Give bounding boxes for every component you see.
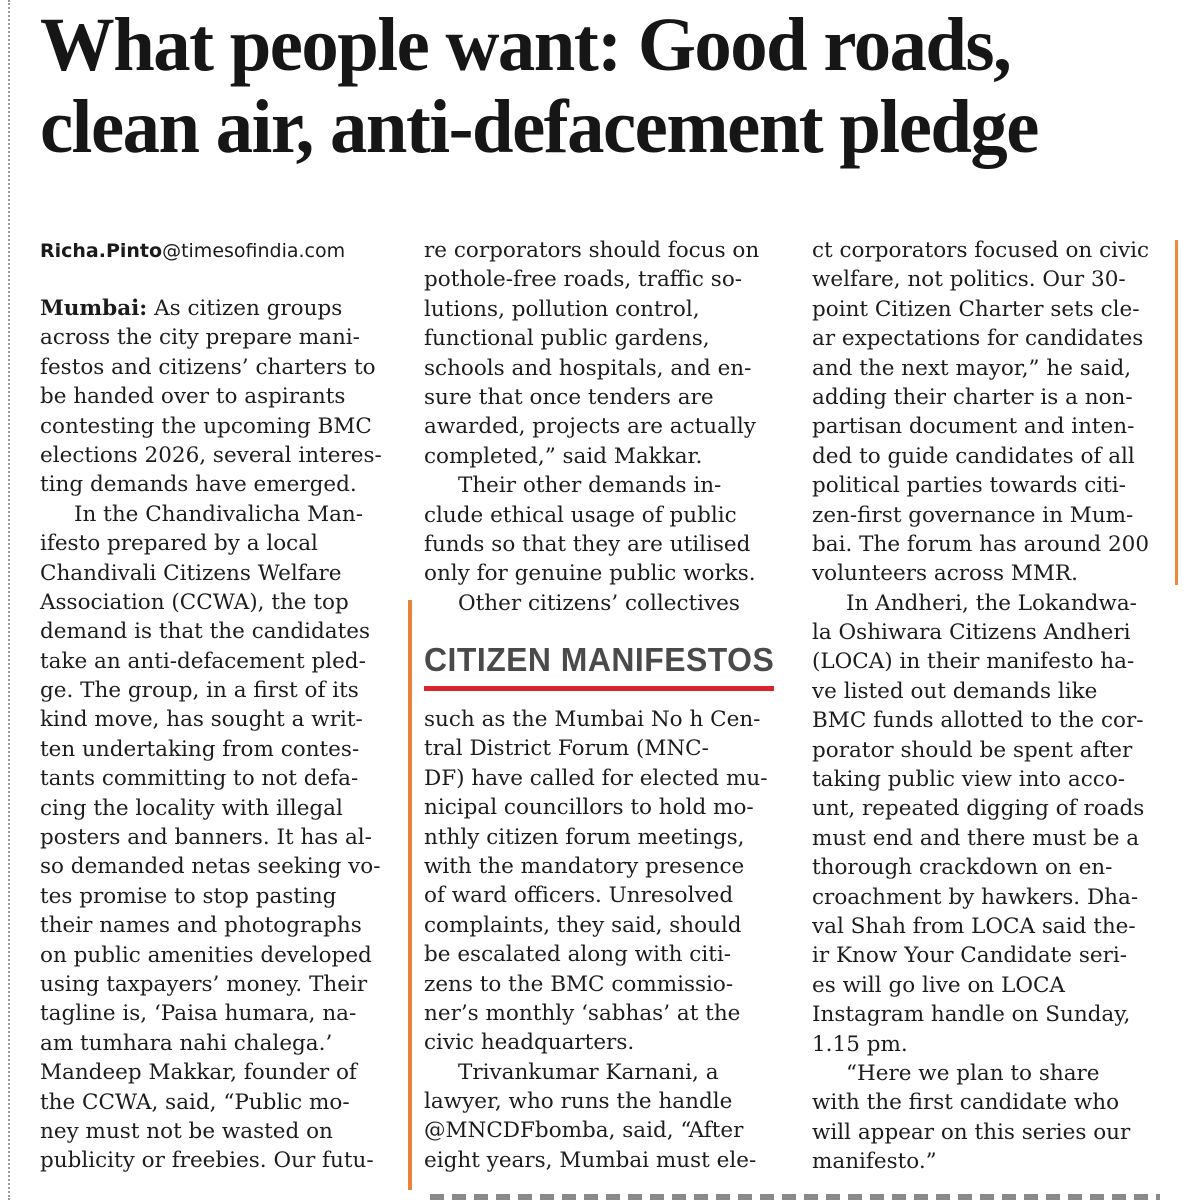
text-line [424, 236, 774, 265]
text-line [40, 353, 388, 382]
text-line [424, 999, 774, 1028]
text-line [812, 618, 1162, 647]
text-line [424, 1028, 774, 1057]
text-line [424, 501, 774, 530]
text-line [40, 999, 388, 1028]
text-line-content: manifesto.” [812, 1149, 937, 1175]
text-line-content: functional public gardens, [424, 326, 710, 352]
text-line [40, 470, 388, 499]
text-line [424, 823, 774, 852]
text-line-content: @MNCDFbomba, said, “After [424, 1118, 744, 1144]
section-red-rule [424, 686, 774, 691]
text-line-content: ded to guide candidates of all [812, 443, 1135, 469]
text-line-content: with the mandatory presence [424, 853, 745, 879]
text-line [424, 471, 774, 500]
text-line-content: their names and photographs [40, 913, 362, 939]
text-line-content: ner’s monthly ‘sabhas’ at the [424, 1000, 741, 1026]
text-line [40, 559, 388, 588]
text-line [424, 412, 774, 441]
text-line [424, 940, 774, 969]
text-line-content: val Shah from LOCA said the- [812, 913, 1136, 939]
text-line-content: (LOCA) in their manifesto ha- [812, 649, 1135, 675]
text-line [812, 471, 1162, 500]
text-line [812, 501, 1162, 530]
text-line-content: kind move, has sought a writ- [40, 707, 363, 733]
text-line [424, 911, 774, 940]
text-line-content: posters and banners. It has al- [40, 825, 372, 851]
text-line [40, 882, 388, 911]
text-line-content: In Andheri, the Lokandwa- [846, 590, 1137, 616]
text-line-content: so demanded netas seeking vo- [40, 854, 381, 880]
text-line-content: civic headquarters. [424, 1030, 635, 1056]
text-line-content: political parties towards citi- [812, 473, 1126, 499]
text-line-content: with the first candidate who [812, 1090, 1120, 1116]
text-line-content: and the next mayor,” he said, [812, 355, 1132, 381]
text-line-content: DF) have called for elected mu- [424, 765, 768, 791]
text-line [812, 412, 1162, 441]
text-line-content: Association (CCWA), the top [40, 589, 349, 615]
text-line-content: funds so that they are utilised [424, 531, 751, 557]
text-line [424, 764, 774, 793]
text-line-content: across the city prepare mani- [40, 325, 360, 351]
text-line [424, 383, 774, 412]
text-line [40, 588, 388, 617]
text-line-content: Instagram handle on Sunday, [812, 1002, 1131, 1028]
text-line-content: Mandeep Makkar, founder of [40, 1060, 357, 1086]
text-line [812, 736, 1162, 765]
text-line [40, 1117, 388, 1146]
text-line-content: porator should be spent after [812, 737, 1133, 763]
text-line-content: volunteers across MMR. [812, 561, 1078, 587]
text-line-content: on public amenities developed [40, 942, 372, 968]
text-line [812, 559, 1162, 588]
text-line [40, 823, 388, 852]
text-line-content: ar expectations for candidates [812, 326, 1144, 352]
text-line-content: unt, repeated digging of roads [812, 796, 1145, 822]
text-line [40, 441, 388, 470]
text-line-content: ge. The group, in a first of its [40, 678, 359, 704]
text-line-content: zens to the BMC commissio- [424, 971, 734, 997]
text-line [424, 970, 774, 999]
text-line [424, 881, 774, 910]
text-line-content: thorough crackdown on en- [812, 855, 1113, 881]
text-line-content: festos and citizens’ charters to [40, 354, 376, 380]
orange-highlight-mark [408, 600, 412, 1190]
text-line [812, 1000, 1162, 1029]
text-line-content: 1.15 pm. [812, 1031, 908, 1057]
text-line-content: re corporators should focus on [424, 238, 760, 263]
text-line-content: take an anti-defacement pled- [40, 648, 366, 674]
text-line [812, 853, 1162, 882]
headline [40, 4, 1160, 168]
text-line-content: awarded, projects are actually [424, 414, 756, 440]
text-line-content: ting demands have emerged. [40, 472, 357, 498]
section-box-title [424, 640, 776, 680]
section-box-title-text: CITIZEN MANIFESTOS [424, 641, 775, 678]
text-line-content: taking public view into acco- [812, 767, 1126, 793]
text-line [40, 294, 388, 323]
orange-highlight-mark-right [1175, 240, 1178, 585]
text-line [812, 1088, 1162, 1117]
text-line-content: Their other demands in- [458, 473, 722, 499]
text-line-content: the CCWA, said, “Public mo- [40, 1089, 350, 1115]
text-line [424, 705, 774, 734]
text-line [424, 852, 774, 881]
text-line [40, 941, 388, 970]
text-line-content: pothole-free roads, traffic so- [424, 267, 743, 293]
text-line [424, 1087, 774, 1116]
text-line-content: croachment by hawkers. Dha- [812, 884, 1139, 910]
text-line-content: using taxpayers’ money. Their [40, 971, 368, 997]
text-line [812, 824, 1162, 853]
text-line [424, 324, 774, 353]
text-line [40, 500, 388, 529]
dateline: Mumbai: [40, 296, 148, 321]
text-line-content: nthly citizen forum meetings, [424, 824, 745, 850]
text-line [812, 295, 1162, 324]
text-line-rest: As citizen groups [147, 296, 343, 321]
byline-domain: @timesofindia.com [162, 240, 346, 262]
text-line-content: be handed over to aspirants [40, 384, 346, 410]
article-column-3 [812, 236, 1162, 1177]
text-line [812, 912, 1162, 941]
article-column-2-top [424, 236, 774, 618]
text-line-content: ve listed out demands like [812, 678, 1098, 704]
text-line [812, 324, 1162, 353]
text-line-content: nicipal councillors to hold mo- [424, 795, 754, 821]
text-line [424, 354, 774, 383]
text-line [40, 676, 388, 705]
text-line-content: complaints, they said, should [424, 912, 742, 938]
byline [40, 238, 400, 264]
cut-off-next-line [430, 1186, 1160, 1200]
text-line [812, 941, 1162, 970]
text-line-content: “Here we plan to share [846, 1060, 1100, 1086]
text-line [812, 794, 1162, 823]
text-line [812, 1118, 1162, 1147]
text-line [812, 589, 1162, 618]
text-line-content: adding their charter is a non- [812, 384, 1133, 410]
text-line [40, 617, 388, 646]
text-line [424, 265, 774, 294]
text-line [40, 705, 388, 734]
text-line-content: point Citizen Charter sets cle- [812, 296, 1140, 322]
text-line-content: demand is that the candidates [40, 619, 371, 645]
text-line [40, 1146, 388, 1175]
text-line-content: Trivankumar Karnani, a [458, 1059, 719, 1085]
text-line-content: bai. The forum has around 200 [812, 531, 1150, 557]
text-line-content: clude ethical usage of public [424, 502, 737, 528]
article-column-1 [40, 294, 388, 1176]
text-line-content: welfare, not politics. Our 30- [812, 267, 1126, 293]
text-line [40, 852, 388, 881]
text-line [40, 735, 388, 764]
text-line-content: am tumhara nahi chalega.’ [40, 1030, 333, 1056]
text-line [40, 1058, 388, 1087]
text-line [40, 970, 388, 999]
text-line [812, 647, 1162, 676]
text-line-content: elections 2026, several interes- [40, 442, 382, 468]
text-line-content: tants committing to not defa- [40, 766, 359, 792]
text-line-content: tes promise to stop pasting [40, 883, 337, 909]
text-line [40, 1029, 388, 1058]
text-line-content: such as the Mumbai No h Cen- [424, 707, 761, 732]
text-line [424, 1058, 774, 1087]
text-line [40, 1088, 388, 1117]
text-line-content: partisan document and inten- [812, 414, 1135, 440]
text-line [424, 442, 774, 471]
text-line [40, 764, 388, 793]
text-line [424, 530, 774, 559]
text-line-content: will appear on this series our [812, 1119, 1131, 1145]
text-line [812, 530, 1162, 559]
text-line-content: Chandivali Citizens Welfare [40, 560, 342, 586]
text-line-content: ney must not be wasted on [40, 1118, 333, 1144]
text-line-content: must end and there must be a [812, 825, 1140, 851]
text-line [812, 971, 1162, 1000]
byline-name: Richa.Pinto [40, 240, 163, 262]
headline-line-2: clean air, anti-defacement pledge [40, 85, 1038, 169]
text-line [40, 382, 388, 411]
text-line [812, 1059, 1162, 1088]
text-line [812, 677, 1162, 706]
text-line [812, 883, 1162, 912]
text-line-content: In the Chandivalicha Man- [74, 501, 364, 527]
text-line [812, 383, 1162, 412]
text-line-content: sure that once tenders are [424, 384, 714, 410]
text-line-content: ct corporators focused on civic [812, 238, 1150, 263]
text-line [40, 647, 388, 676]
text-line-content: publicity or freebies. Our futu- [40, 1148, 374, 1174]
text-line [812, 765, 1162, 794]
text-line-content: tagline is, ‘Paisa humara, na- [40, 1001, 357, 1027]
text-line [40, 911, 388, 940]
text-line-content: be escalated along with citi- [424, 942, 731, 968]
text-line [812, 442, 1162, 471]
text-line [812, 1030, 1162, 1059]
text-line-content: zen-first governance in Mum- [812, 502, 1134, 528]
text-line [424, 589, 774, 618]
text-line-content: cing the locality with illegal [40, 795, 343, 821]
text-line [424, 793, 774, 822]
article-column-2-bottom [424, 705, 774, 1175]
text-line-content: ir Know Your Candidate seri- [812, 943, 1128, 969]
text-line [424, 1146, 774, 1175]
text-line [40, 529, 388, 558]
text-line-content: eight years, Mumbai must ele- [424, 1147, 757, 1173]
text-line-content: lawyer, who runs the handle [424, 1089, 733, 1115]
text-line-content: only for genuine public works. [424, 561, 756, 587]
text-line [812, 706, 1162, 735]
text-line-content: lutions, pollution control, [424, 296, 700, 322]
headline-line-1: What people want: Good roads, [40, 3, 1011, 87]
text-line [424, 295, 774, 324]
text-line-content: of ward officers. Unresolved [424, 883, 734, 909]
text-line-content: tral District Forum (MNC- [424, 736, 709, 762]
text-line [40, 412, 388, 441]
text-line-content: la Oshiwara Citizens Andheri [812, 620, 1131, 646]
text-line-content: BMC funds allotted to the cor- [812, 708, 1144, 734]
text-line [424, 1116, 774, 1145]
text-line [812, 354, 1162, 383]
text-line-content: es will go live on LOCA [812, 972, 1065, 998]
text-line [812, 265, 1162, 294]
text-line [40, 323, 388, 352]
text-line-content: ten undertaking from contes- [40, 736, 360, 762]
page-edge-dotted-rule [8, 0, 10, 1200]
text-line [812, 1147, 1162, 1176]
text-line-content: contesting the upcoming BMC [40, 413, 372, 439]
text-line [40, 794, 388, 823]
text-line [812, 236, 1162, 265]
text-line-content: completed,” said Makkar. [424, 443, 703, 469]
text-line [424, 559, 774, 588]
text-line-content: ifesto prepared by a local [40, 531, 318, 557]
text-line [424, 734, 774, 763]
text-line-content: Other citizens’ collectives [458, 590, 740, 616]
text-line-content: schools and hospitals, and en- [424, 355, 752, 381]
